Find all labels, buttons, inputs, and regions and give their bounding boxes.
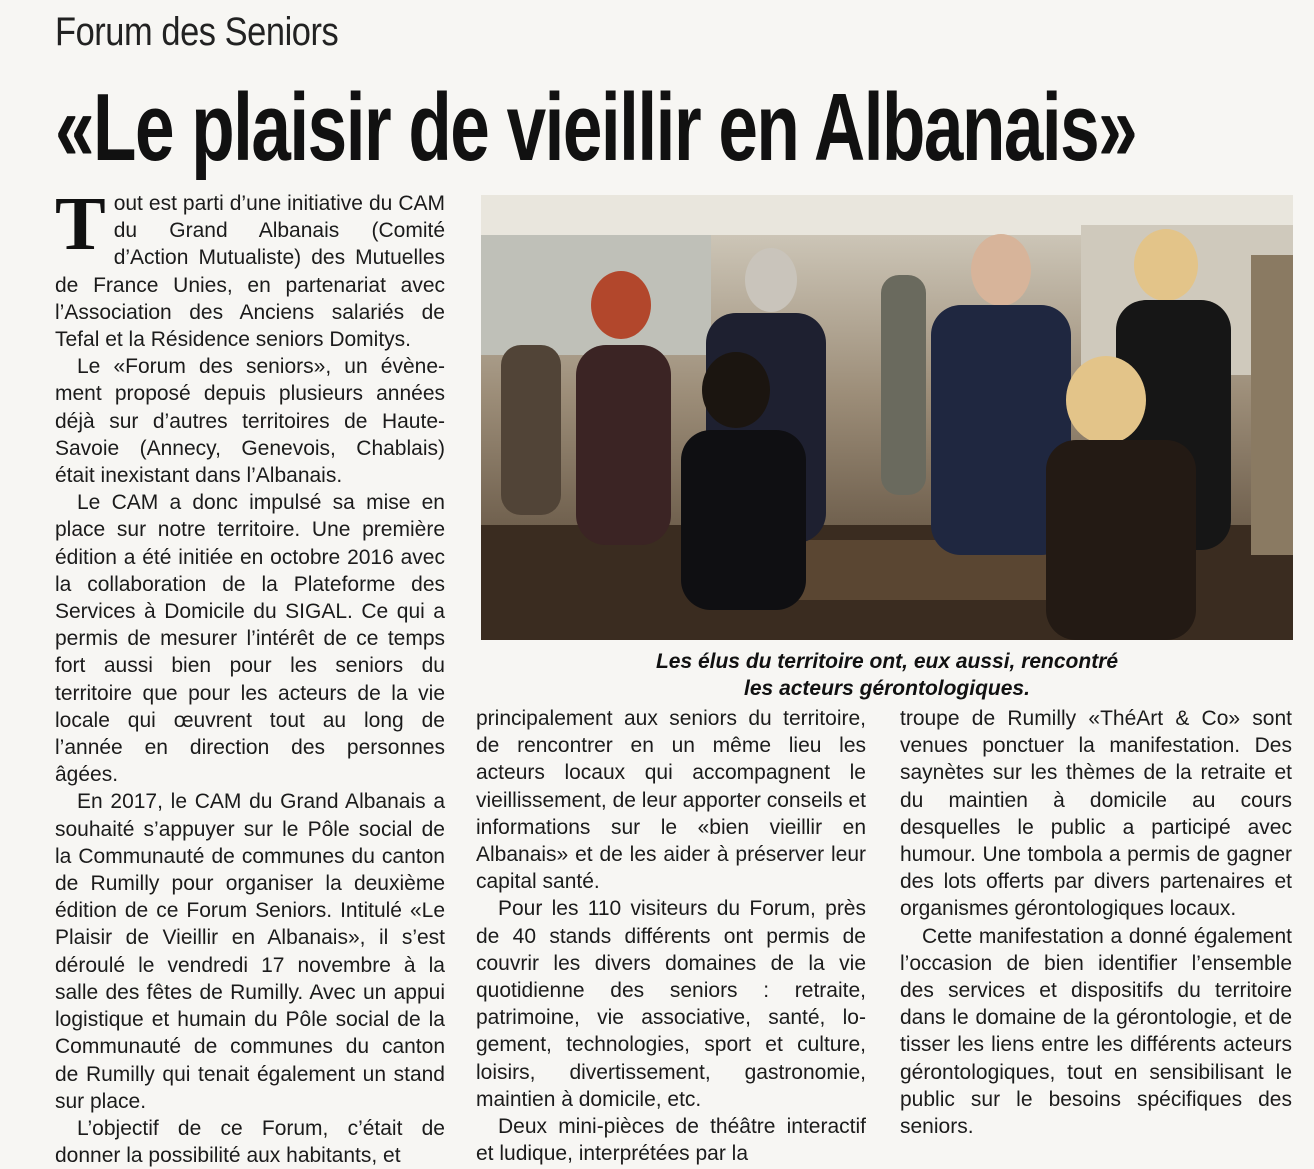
paragraph: Le CAM a donc impulsé sa mise en place sur notre territoire. Une première édition a été initiée en octobre 2016 avec la collaboration de la Plateforme des Services à Domicile du SIGAL. Ce qui a permis de mesurer l’intérêt de ce temps fort aussi bien pour les seniors du territoire que pour les acteurs de la vie locale qui œuvrent tout au long de l’année en direction des personnes âgées. (55, 491, 445, 787)
article-column-2 (476, 705, 866, 1167)
drop-cap: T (55, 182, 106, 266)
paragraph: Cette manifestation a donné également l’occasion de bien identifier l’ensemble des services et dispositifs du territoire dans le domaine de la gérontologie, et de tisser les liens entre les différents acteurs gérontologiques, tout en sensibilisant le public sur le besoins spécifiques des seniors. (900, 924, 1292, 1139)
paragraph: Le «Forum des seniors», un évènement proposé depuis plusieurs années déjà sur d’autres territoires de Haute-Savoie (Annecy, Genevois, Chablais) était inexistant dans l’Albanais. (55, 355, 445, 488)
kicker: Forum des Seniors (55, 10, 339, 54)
paragraph: Deux mini-pièces de théâtre interactif et ludique, interprétées par la (476, 1115, 866, 1166)
paragraph: principalement aux seniors du territoire, de rencontrer en un même lieu les acteurs locaux qui accompagnent le vieillissement, de leur apporter conseils et informations sur le «bien vieillir en Albanais» et de les aider à préserver leur capital santé. (476, 707, 866, 894)
paragraph (55, 182, 445, 353)
paragraph: L’objectif de ce Forum, c’était de donner la possibilité aux habitants, et (55, 1116, 445, 1168)
headline: «Le plaisir de vieillir en Albanais» (55, 74, 1137, 181)
caption-line: les acteurs gérontologiques. (744, 677, 1030, 700)
paragraph: troupe de Rumilly «ThéArt & Co» sont venues ponctuer la manifestation. Des saynètes sur les thèmes de la retraite et du maintien à domicile au cours desquelles le public a participé avec humour. Une tombola a permis de gagner des lots offerts par divers partenaires et organismes gérontologiques locaux. (900, 707, 1292, 921)
paragraph-text: out est parti d’une initiative du CAM du Grand Albanais (Comité d’Action Mutualiste) des Mutuelles de France Unies, en partenariat avec l’Association des Anciens salariés de Tefal et la Résidence seniors Domitys. (55, 192, 445, 352)
photo-illustration (481, 195, 1293, 640)
paragraph: Pour les 110 visiteurs du Forum, près de 40 stands différents ont permis de couvrir les divers domaines de la vie quotidienne des seniors : retraite, patrimoine, vie associative, santé, logement, technologies, sport et culture, loisirs, divertissement, gastronomie, maintien à domicile, etc. (476, 897, 866, 1111)
article-column-1 (55, 182, 445, 1169)
paragraph: En 2017, le CAM du Grand Albanais a souhaité s’appuyer sur le Pôle social de la Communauté de communes du canton de Rumilly pour organiser la deuxième édition de ce Forum Seniors. Intitulé «Le Plaisir de Vieillir en Albanais», il s’est déroulé le vendredi 17 novembre à la salle des fêtes de Rumilly. Avec un appui logistique et humain du Pôle social de la Communauté de communes du canton de Rumilly qui tenait également un stand sur place. (55, 790, 445, 1113)
photo-caption (481, 648, 1293, 702)
article-column-3 (900, 705, 1292, 1140)
news-photo (481, 195, 1293, 640)
caption-line: Les élus du territoire ont, eux aussi, rencontré (655, 650, 1119, 673)
